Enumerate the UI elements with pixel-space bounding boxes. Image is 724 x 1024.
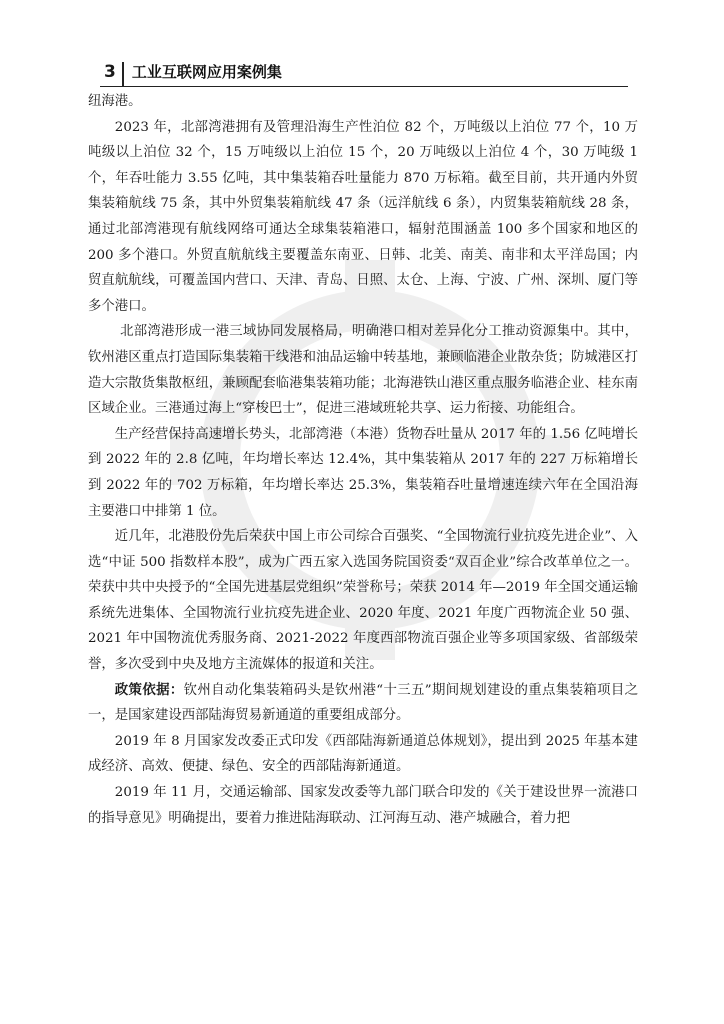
paragraph-honors: 近几年，北港股份先后荣获中国上市公司综合百强奖、“全国物流行业抗疫先进企业”、入选“中证 500 指数样本股”，成为广西五家入选国务院国资委“双百企业”综合改革单位之一。荣获中共中央授予的“全国先进基层党组织”荣誉称号；荣获 2014 年—2019 年全国交通运输系统先进集体、全国物流行业抗疫先进企业、2020 年度、2021 年度广西物流企业 50 强、2021 年中国物流优秀服务商、2021-2022 年度西部物流百强企业等多项国家级、省部级荣誉，多次受到中央及地方主流媒体的报道和关注。 <box>88 529 638 673</box>
page-header <box>100 56 628 87</box>
paragraph-port-layout: 北部湾港形成一港三域协同发展格局，明确港口相对差异化分工推动资源集中。其中，钦州港区重点打造国际集装箱干线港和油品运输中转基地，兼顾临港企业散杂货；防城港区打造大宗散货集散枢纽，兼顾配套临港集装箱功能；北海港铁山港区重点服务临港企业、桂东南区域企业。三港通过海上“穿梭巴士”，促进三港域班轮共享、运力衔接、功能组合。 <box>88 324 638 417</box>
header-title: 工业互联网应用案例集 <box>131 63 282 81</box>
policy-text: 钦州自动化集装箱码头是钦州港“十三五”期间规划建设的重点集装箱项目之一，是国家建设西部陆海贸易新通道的重要组成部分。 <box>88 682 638 724</box>
document-body <box>88 89 638 831</box>
policy-label: 政策依据： <box>114 681 184 698</box>
paragraph-continuation: 纽海港。 <box>88 94 142 109</box>
paragraph-plan-2019-08: 2019 年 8 月国家发改委正式印发《西部陆海新通道总体规划》，提出到 2025 年基本建成经济、高效、便捷、绿色、安全的西部陆海新通道。 <box>88 733 638 775</box>
paragraph-port-capacity: 2023 年，北部湾港拥有及管理沿海生产性泊位 82 个，万吨级以上泊位 77 个，10 万吨级以上泊位 32 个，15 万吨级以上泊位 15 个，20 万吨级以上泊位 4 个，30 万吨级 1 个，年吞吐能力 3.55 亿吨，其中集装箱吞吐量能力 870 万标箱。截至目前，共开通内外贸集装箱航线 75 条，其中外贸集装箱航线 47 条（远洋航线 6 条），内贸集装箱航线 28 条，通过北部湾港现有航线网络可通达全球集装箱港口，辐射范围涵盖 100 多个国家和地区的 200 多个港口。外贸直航航线主要覆盖东南亚、日韩、北美、南美、南非和太平洋岛国；内贸直航航线，可覆盖国内营口、天津、青岛、日照、太仓、上海、宁波、广州、深圳、厦门等多个港口。 <box>88 119 638 314</box>
paragraph-plan-2019-11: 2019 年 11 月，交通运输部、国家发改委等九部门联合印发的《关于建设世界一流港口的指导意见》明确提出，要着力推进陆海联动、江河海互动、港产城融合，着力把 <box>88 785 638 826</box>
paragraph-growth: 生产经营保持高速增长势头，北部湾港（本港）货物吞吐量从 2017 年的 1.56 亿吨增长到 2022 年的 2.8 亿吨，年均增长率达 12.4%，其中集装箱从 2017 年的 227 万标箱增长到 2022 年的 702 万标箱，年均增长率达 25.3%，集装箱吞吐量增速连续六年在全国沿海主要港口中排第 1 位。 <box>88 426 638 519</box>
page-number: 3 <box>100 62 124 86</box>
paragraph-policy <box>88 678 638 729</box>
